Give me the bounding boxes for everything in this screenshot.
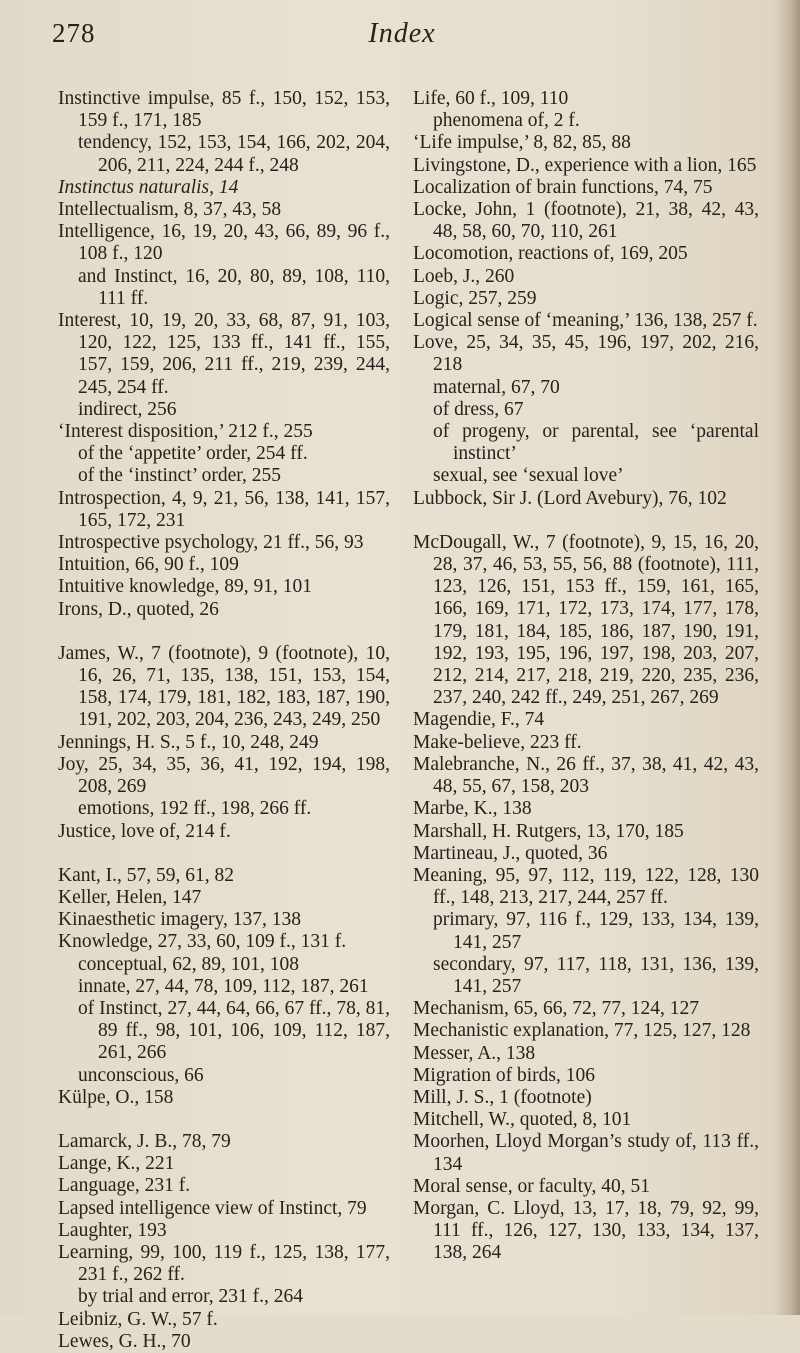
index-subentry: phenomena of, 2 f.: [433, 110, 580, 132]
page-header: [52, 18, 752, 58]
index-entry: Messer, A., 138: [413, 1042, 536, 1064]
index-subentry: of progeny, or parental, see ‘parental instinct’: [433, 421, 759, 465]
index-entry: Learning, 99, 100, 119 f., 125, 138, 177, 231 f., 262 ff.: [58, 1241, 390, 1286]
index-subentry: conceptual, 62, 89, 101, 108: [78, 953, 299, 975]
index-entry: James, W., 7 (footnote), 9 (footnote), 10, 16, 26, 71, 135, 138, 151, 153, 154, 158, 174, 179, 181, 182, 183, 187, 190, 191, 202, 203, 204, 236, 243, 249, 250: [58, 642, 390, 731]
index-entry: McDougall, W., 7 (footnote), 9, 15, 16, 20, 28, 37, 46, 53, 55, 56, 88 (footnote), 111, 123, 126, 151, 153 ff., 159, 161, 165, 166, 169, 171, 172, 173, 174, 177, 178, 179, 181, 184, 185, 186, 187, 190, 191, 192, 193, 195, 196, 197, 198, 203, 207, 212, 214, 217, 218, 219, 220, 235, 236, 237, 240, 242 ff., 249, 251, 267, 269: [413, 531, 759, 709]
index-section-gap: [413, 510, 759, 532]
index-entry: Magendie, F., 74: [413, 709, 545, 731]
index-subentry: indirect, 256: [78, 398, 177, 420]
page-number: 278: [52, 18, 96, 48]
index-subentry: sexual, see ‘sexual love’: [433, 465, 624, 487]
index-column-right: [413, 88, 759, 1265]
index-entry: Mechanism, 65, 66, 72, 77, 124, 127: [413, 998, 699, 1020]
index-entry: Justice, love of, 214 f.: [58, 820, 231, 842]
index-entry: Marshall, H. Rutgers, 13, 170, 185: [413, 820, 684, 842]
index-subentry: primary, 97, 116 f., 129, 133, 134, 139, 141, 257: [433, 909, 759, 953]
index-entry: Lubbock, Sir J. (Lord Avebury), 76, 102: [413, 487, 727, 509]
index-section-gap: [58, 843, 390, 865]
index-entry: Migration of birds, 106: [413, 1064, 595, 1086]
index-entry: Mitchell, W., quoted, 8, 101: [413, 1109, 632, 1131]
index-entry: Lapsed intelligence view of Instinct, 79: [58, 1197, 367, 1219]
index-section-gap: [58, 621, 390, 643]
index-subentry: secondary, 97, 117, 118, 131, 136, 139, 141, 257: [433, 953, 759, 997]
index-subentry: of the ‘instinct’ order, 255: [78, 465, 282, 487]
index-entry: Love, 25, 34, 35, 45, 196, 197, 202, 216, 218: [413, 332, 759, 376]
page-edge-shadow: [774, 0, 800, 1315]
index-entry: Intuition, 66, 90 f., 109: [58, 554, 239, 576]
index-entry: Instinctus naturalis, 14: [58, 176, 239, 198]
index-subentry: innate, 27, 44, 78, 109, 112, 187, 261: [78, 975, 369, 997]
index-entry: Kinaesthetic imagery, 137, 138: [58, 909, 301, 931]
index-entry: Intelligence, 16, 19, 20, 43, 66, 89, 96 f., 108 f., 120: [58, 221, 390, 265]
index-subentry: by trial and error, 231 f., 264: [78, 1286, 304, 1308]
index-entry: Introspective psychology, 21 ff., 56, 93: [58, 532, 364, 554]
index-entry: Intellectualism, 8, 37, 43, 58: [58, 199, 282, 221]
index-entry: Irons, D., quoted, 26: [58, 598, 219, 620]
index-subentry: emotions, 192 ff., 198, 266 ff.: [78, 798, 312, 820]
index-entry: Make-believe, 223 ff.: [413, 731, 582, 753]
index-subentry: of the ‘appetite’ order, 254 ff.: [78, 443, 308, 465]
index-subentry: and Instinct, 16, 20, 80, 89, 108, 110, 111 ff.: [78, 265, 390, 309]
index-subentry: of dress, 67: [433, 398, 524, 420]
index-entry: Moorhen, Lloyd Morgan’s study of, 113 ff., 134: [413, 1131, 759, 1175]
index-entry: Leibniz, G. W., 57 f.: [58, 1308, 218, 1330]
index-entry: Logical sense of ‘meaning,’ 136, 138, 257 f.: [413, 310, 758, 332]
index-entry: Livingstone, D., experience with a lion, 165: [413, 154, 757, 176]
index-entry: Mechanistic explanation, 77, 125, 127, 128: [413, 1020, 751, 1042]
index-entry: Mill, J. S., 1 (footnote): [413, 1086, 592, 1108]
index-entry: Lange, K., 221: [58, 1153, 175, 1175]
index-entry: Joy, 25, 34, 35, 36, 41, 192, 194, 198, 208, 269: [58, 753, 390, 798]
index-entry: Marbe, K., 138: [413, 798, 532, 820]
index-entry: Külpe, O., 158: [58, 1086, 174, 1108]
index-subentry: tendency, 152, 153, 154, 166, 202, 204, 206, 211, 224, 244 f., 248: [78, 132, 390, 176]
index-column-left: [58, 88, 390, 1353]
index-subentry: of Instinct, 27, 44, 64, 66, 67 ff., 78, 81, 89 ff., 98, 101, 106, 109, 112, 187, 261, 266: [78, 997, 390, 1064]
index-entry: Moral sense, or faculty, 40, 51: [413, 1175, 651, 1197]
index-entry: Jennings, H. S., 5 f., 10, 248, 249: [58, 731, 319, 753]
index-section-gap: [58, 1109, 390, 1131]
index-entry: Morgan, C. Lloyd, 13, 17, 18, 79, 92, 99, 111 ff., 126, 127, 130, 133, 134, 137, 138, 264: [413, 1197, 759, 1264]
index-entry: Language, 231 f.: [58, 1175, 191, 1197]
index-entry: Meaning, 95, 97, 112, 119, 122, 128, 130 ff., 148, 213, 217, 244, 257 ff.: [413, 864, 759, 909]
index-subentry: unconscious, 66: [78, 1064, 204, 1086]
index-entry: Interest, 10, 19, 20, 33, 68, 87, 91, 103, 120, 122, 125, 133 ff., 141 ff., 155, 157, 159, 206, 211 ff., 219, 239, 244, 245, 254 ff.: [58, 310, 390, 398]
index-entry: Lewes, G. H., 70: [58, 1330, 191, 1352]
index-entry: Introspection, 4, 9, 21, 56, 138, 141, 157, 165, 172, 231: [58, 487, 390, 531]
index-entry: Localization of brain functions, 74, 75: [413, 176, 713, 198]
index-entry: Instinctive impulse, 85 f., 150, 152, 153, 159 f., 171, 185: [58, 88, 390, 132]
index-entry: Life, 60 f., 109, 110: [413, 88, 569, 109]
index-entry: Locke, John, 1 (footnote), 21, 38, 42, 43, 48, 58, 60, 70, 110, 261: [413, 199, 759, 243]
index-subentry: maternal, 67, 70: [433, 376, 560, 398]
index-entry: Loeb, J., 260: [413, 265, 515, 287]
index-entry: Locomotion, reactions of, 169, 205: [413, 243, 688, 265]
index-entry: Laughter, 193: [58, 1219, 167, 1241]
index-entry: Intuitive knowledge, 89, 91, 101: [58, 576, 313, 598]
running-title: Index: [368, 18, 436, 49]
index-entry: Lamarck, J. B., 78, 79: [58, 1130, 231, 1152]
index-entry: ‘Life impulse,’ 8, 82, 85, 88: [413, 132, 631, 154]
index-entry: Knowledge, 27, 33, 60, 109 f., 131 f.: [58, 931, 347, 953]
index-entry: Martineau, J., quoted, 36: [413, 842, 608, 864]
index-entry: Keller, Helen, 147: [58, 886, 202, 908]
index-entry: ‘Interest disposition,’ 212 f., 255: [58, 421, 313, 443]
index-entry: Logic, 257, 259: [413, 287, 537, 309]
index-entry: Kant, I., 57, 59, 61, 82: [58, 864, 235, 886]
index-entry: Malebranche, N., 26 ff., 37, 38, 41, 42, 43, 48, 55, 67, 158, 203: [413, 753, 759, 798]
